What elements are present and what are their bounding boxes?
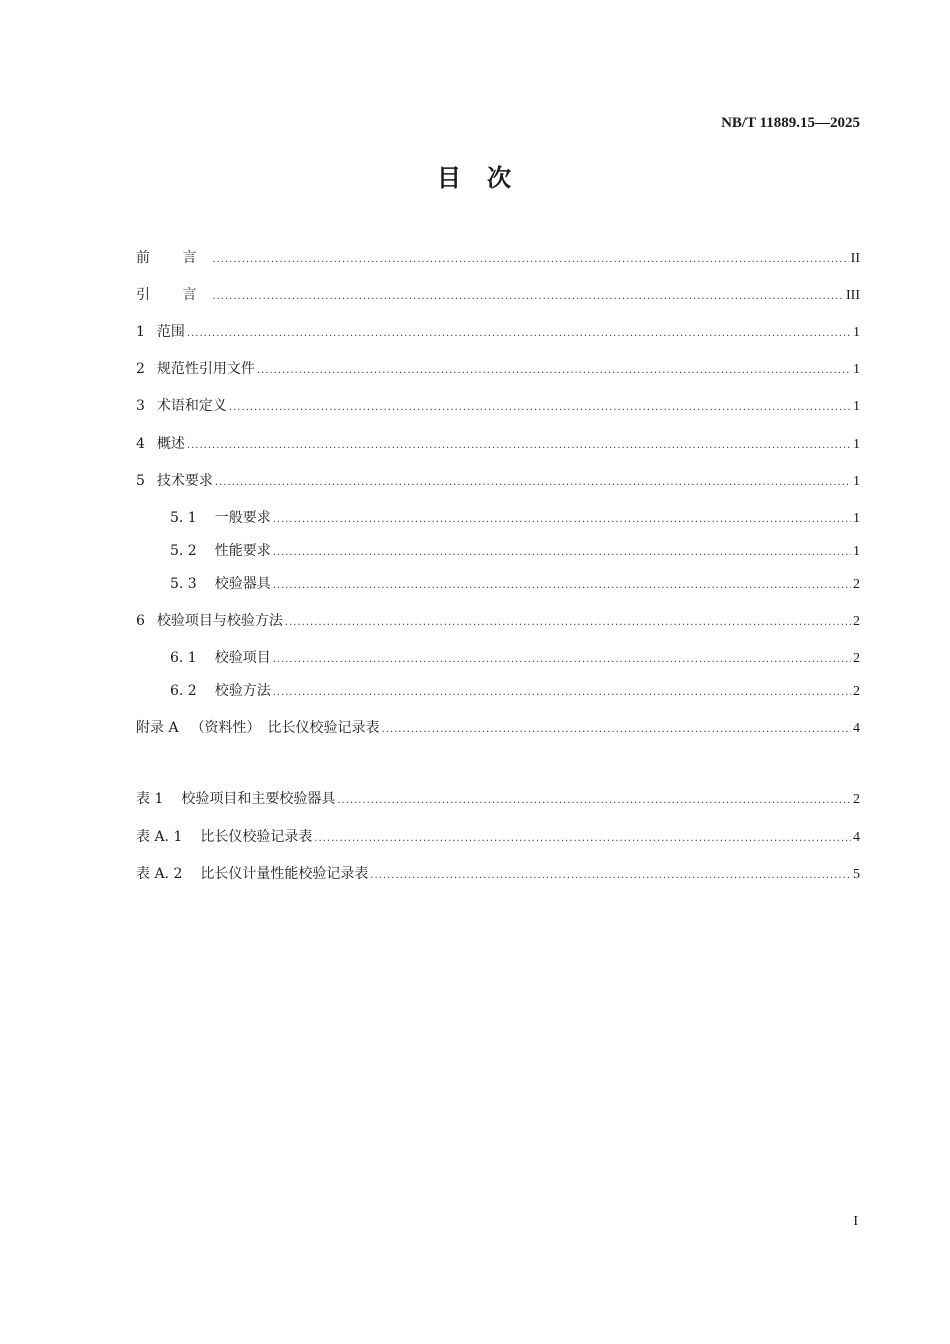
toc-entry-label: 性能要求 [214, 543, 271, 559]
toc-leader-dots [229, 398, 851, 418]
toc-leader-dots [285, 613, 851, 633]
toc-entry-number: 附录 A [136, 720, 179, 736]
toc-entry-scope[interactable] [136, 322, 860, 344]
toc-table-label: 比长仪计量性能校验记录表 [200, 866, 369, 882]
toc-entry-page: 4 [853, 721, 860, 736]
toc-entry-number: 4 [136, 436, 145, 452]
toc-leader-dots [370, 866, 851, 886]
toc-table-number: 表 1 [136, 791, 164, 807]
toc-entry-page: 1 [853, 325, 860, 340]
toc-entry-number: 5. 1 [170, 510, 197, 526]
toc-entry-performance-requirements[interactable] [170, 541, 860, 563]
toc-entry-label: 范围 [156, 324, 185, 340]
toc-entry-page: 2 [853, 651, 860, 666]
toc-table-number: 表 A. 1 [136, 829, 183, 845]
toc-leader-dots [257, 361, 851, 381]
toc-table-label: 校验项目和主要校验器具 [181, 791, 336, 807]
toc-entry-label: 概述 [156, 436, 185, 452]
toc-entry-label: 校验器具 [214, 576, 271, 592]
toc-entry-page: 2 [853, 684, 860, 699]
toc-leader-dots [187, 436, 851, 456]
toc-entry-terms[interactable] [136, 396, 860, 418]
toc-entry-page: 2 [853, 577, 860, 592]
toc-entry-label: 规范性引用文件 [156, 361, 255, 377]
toc-leader-dots [212, 287, 844, 307]
toc-entry-introduction[interactable] [136, 285, 860, 307]
toc-table-label: 比长仪校验记录表 [200, 829, 313, 845]
toc-entry-page: 1 [853, 437, 860, 452]
toc-entry-technical-requirements[interactable] [136, 471, 860, 493]
toc-leader-dots [273, 543, 851, 563]
toc-entry-foreword[interactable] [136, 248, 860, 270]
toc-entry-page: 1 [853, 511, 860, 526]
toc-table-a1[interactable] [136, 827, 860, 849]
toc-entry-number: 3 [136, 398, 145, 414]
toc-leader-dots [273, 510, 851, 530]
toc-leader-dots [187, 324, 851, 344]
toc-leader-dots [273, 683, 851, 703]
toc-table-page: 4 [853, 830, 860, 845]
toc-entry-calibration-methods[interactable] [170, 681, 860, 703]
toc-entry-label: 引 言 [136, 287, 211, 303]
toc-entry-label: 校验方法 [214, 683, 271, 699]
toc-entry-label: 校验项目 [214, 650, 271, 666]
toc-table-a2[interactable] [136, 864, 860, 886]
toc-entry-page: 1 [853, 544, 860, 559]
toc-entry-number: 6. 1 [170, 650, 197, 666]
toc-entry-number: 5. 3 [170, 576, 197, 592]
toc-entry-label: 前 言 [136, 250, 211, 266]
toc-entry-number: 5 [136, 473, 145, 489]
toc-entry-label: 术语和定义 [156, 398, 227, 414]
toc-entry-number: 2 [136, 361, 145, 377]
toc-entry-page: 1 [853, 362, 860, 377]
toc-entry-number: 1 [136, 324, 145, 340]
toc-table-number: 表 A. 2 [136, 866, 183, 882]
toc-table-1[interactable] [136, 789, 860, 811]
toc-entry-number: 6 [136, 613, 145, 629]
toc-entry-page: 1 [853, 399, 860, 414]
toc-leader-dots [215, 473, 851, 493]
toc-entry-overview[interactable] [136, 434, 860, 456]
toc-entry-label: （资料性） 比长仪校验记录表 [190, 720, 380, 736]
toc-table-page: 5 [853, 867, 860, 882]
toc-entry-label: 校验项目与校验方法 [156, 613, 283, 629]
toc-entry-number: 6. 2 [170, 683, 197, 699]
page-number: I [853, 1214, 858, 1229]
page-title [0, 158, 950, 193]
toc-entry-normative-references[interactable] [136, 359, 860, 381]
toc-entry-general-requirements[interactable] [170, 508, 860, 530]
toc-leader-dots [382, 720, 851, 740]
title-char-2: 次 [487, 164, 513, 192]
toc-entry-calibration-items[interactable] [170, 648, 860, 670]
toc-entry-number: 5. 2 [170, 543, 197, 559]
standard-number: NB/T 11889.15—2025 [721, 115, 860, 131]
toc-leader-dots [314, 829, 851, 849]
toc-entry-page: 2 [853, 614, 860, 629]
toc-leader-dots [273, 650, 851, 670]
toc-entry-page: II [850, 251, 860, 266]
toc-entry-calibration-items-methods[interactable] [136, 611, 860, 633]
toc-entry-label: 技术要求 [156, 473, 213, 489]
title-char-1: 目 [437, 164, 463, 192]
toc-leader-dots [337, 791, 851, 811]
toc-entry-page: 1 [853, 474, 860, 489]
toc-leader-dots [273, 576, 851, 596]
toc-entry-page: III [846, 288, 860, 303]
toc-table-page: 2 [853, 792, 860, 807]
toc-entry-appendix-a[interactable] [136, 718, 860, 740]
toc-leader-dots [212, 250, 848, 270]
toc-entry-calibration-instruments[interactable] [170, 574, 860, 596]
toc-entry-label: 一般要求 [214, 510, 271, 526]
